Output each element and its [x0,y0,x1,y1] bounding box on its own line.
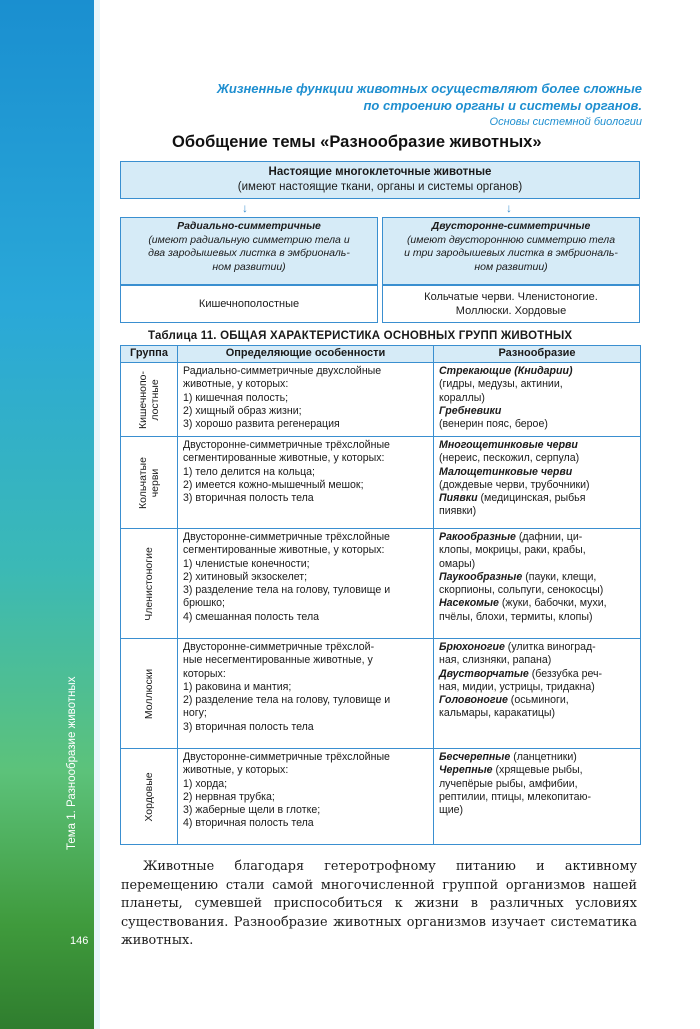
taxon-name: Паукообразные [439,570,523,583]
taxon-examples: (ланцетники) [510,751,577,763]
feature-line: сегментированные животные, у которых: [183,452,385,465]
taxon-examples: (гидры, медузы, актинии, [439,378,563,391]
taxon-examples: омары) [439,557,476,570]
taxon-name: Головоногие [439,694,508,707]
taxon-name: Многощетинковые черви [439,439,578,451]
taxon-name: Гребневики [439,404,502,417]
taxon-name: Черепные [439,764,493,777]
table-row [121,437,641,529]
diversity-line [439,681,637,694]
feature-line: 2) разделение тела на голову, туловище и [183,694,391,707]
taxon-examples: ная, мидии, устрицы, тридакна) [439,680,595,693]
group-name [137,370,161,428]
group-name-line: черви [149,468,161,497]
feature-line: 4) вторичная полость тела [183,817,314,830]
characteristics-table [120,345,641,845]
diversity-line [439,571,637,584]
feature-line: 3) вторичная полость тела [183,492,314,505]
taxon-examples: лучепёрые рыбы, амфибии, [439,777,578,790]
scheme-right-groups-l2: Моллюски. Хордовые [455,305,567,317]
sidebar-stripe [94,0,100,1029]
diversity-line [439,378,637,391]
scheme-left-line: ном развитии) [212,260,286,273]
taxon-name: Бесчерепные [439,751,511,763]
diversity-line [439,505,637,518]
diversity-line [439,778,637,791]
diversity-line [439,392,637,405]
feature-line: ногу; [183,707,207,720]
diversity-line [439,804,637,817]
diversity-line [439,544,637,557]
group-cell [121,529,178,639]
feature-line: Двусторонне-симметричные трёхслой- [183,641,375,653]
group-name [143,668,155,718]
taxon-examples: щие) [439,804,464,817]
feature-line: 1) кишечная полость; [183,391,289,404]
feature-line: Двусторонне-симметричные трёхслойные [183,439,390,451]
scheme-right-line: ном развитии) [474,260,548,273]
scheme-top-box [120,161,640,199]
taxon-examples: (венерин пояс, берое) [439,418,548,431]
scheme-arrow-right: ↓ [506,201,512,215]
diversity-line [439,611,637,624]
taxon-examples: (пауки, клещи, [522,570,597,583]
scheme-top-bold: Настоящие многоклеточные животные [268,166,492,178]
taxon-examples: (нереис, пескожил, серпула) [439,452,580,465]
epigraph-line-1: Жизненные функции животных осуществляют более сложные [216,81,642,96]
group-name-line: Хордовые [143,771,155,822]
scheme-right-title: Двусторонне-симметричные [431,220,591,232]
group-name-line: Кольчатые [137,456,149,509]
taxon-examples: (дафнии, ци- [515,531,583,543]
scheme-left-groups [120,285,378,323]
scheme-left-line: (имеют радиальную симметрию тела и [148,233,350,246]
epigraph-source: Основы системной биологии [489,116,642,128]
taxon-examples: ная, слизняки, рапана) [439,654,552,667]
diversity-line [439,597,637,610]
diversity-line [439,479,637,492]
body-paragraph: Животные благодаря гетеротрофному питанию и активному перемещению стали самой многочисленной группой организмов нашей планеты, сумевшей приспособиться к жизни в различных условиях существования. Разнообразие животных организмов изучает систематика животных. [121,859,637,948]
taxon-examples: скорпионы, сольпуги, сенокосцы) [439,584,604,597]
scheme-left-title: Радиально-симметричные [177,220,321,232]
scheme-right-line: и три зародышевых листка в эмбриональ- [404,247,618,259]
section-title: Обобщение темы «Разнообразие животных» [172,133,542,151]
features-cell [178,749,434,845]
taxon-examples: кальмары, каракатицы) [439,707,556,720]
epigraph [162,80,642,114]
feature-line: 1) тело делится на кольца; [183,465,316,478]
taxon-examples: клопы, мокрицы, раки, крабы, [439,544,586,557]
diversity-line [439,418,637,431]
taxon-name: Насекомые [439,597,499,610]
feature-line: Радиально-симметричные двухслойные [183,365,382,377]
diversity-line [439,365,637,378]
taxon-examples: (медицинская, рыбья [477,492,586,505]
diversity-line [439,492,637,505]
taxon-name: Ракообразные [439,531,516,543]
diversity-line [439,405,637,418]
taxon-examples: кораллы) [439,391,485,404]
diversity-line [439,751,637,764]
table-caption: Таблица 11. ОБЩАЯ ХАРАКТЕРИСТИКА ОСНОВНЫХ ГРУПП ЖИВОТНЫХ [148,330,573,342]
diversity-line [439,791,637,804]
diversity-cell [434,437,641,529]
feature-line: 2) нервная трубка; [183,790,275,803]
diversity-line [439,641,637,654]
taxon-examples: (осьминоги, [507,694,569,707]
table-row [121,363,641,437]
taxon-examples: (беззубка реч- [528,667,603,680]
taxon-examples: рептилии, птицы, млекопитаю- [439,790,592,803]
taxon-name: Малощетинковые черви [439,465,573,478]
diversity-line [439,694,637,707]
scheme-left-box [120,217,378,285]
diversity-cell [434,363,641,437]
group-cell [121,749,178,845]
taxon-examples: (хрящевые рыбы, [492,764,583,777]
feature-line: которых: [183,667,226,680]
diversity-cell [434,529,641,639]
taxon-name: Пиявки [439,492,478,505]
scheme-top-note: (имеют настоящие ткани, органы и системы органов) [237,181,523,193]
features-cell [178,437,434,529]
diversity-line [439,452,637,465]
feature-line: 4) смешанная полость тела [183,610,320,623]
scheme-left-groups-text: Кишечнополостные [198,298,300,310]
sidebar-decoration [0,0,100,1029]
features-cell [178,639,434,749]
feature-line: ные несегментированные животные, у [183,654,373,667]
features-cell [178,529,434,639]
feature-line: животные, у которых: [183,764,289,777]
diversity-line [439,764,637,777]
group-name-line: Кишечнопо- [137,370,149,429]
scheme-arrow-left: ↓ [242,201,248,215]
taxon-examples: (жуки, бабочки, мухи, [498,597,607,610]
taxon-examples: (дождевые черви, трубочники) [439,478,590,491]
feature-line: 3) хорошо развита регенерация [183,418,340,431]
group-name-line: Членистоногие [143,546,155,621]
group-name [143,772,155,821]
header-group: Группа [121,346,178,363]
scheme-left-line: два зародышевых листка в эмбриональ- [148,247,350,259]
scheme-right-line: (имеют двустороннюю симметрию тела [406,233,616,246]
taxon-examples: пиявки) [439,505,477,518]
group-cell [121,639,178,749]
feature-line: 2) хитиновый экзоскелет; [183,570,308,583]
feature-line: Двусторонне-симметричные трёхслойные [183,531,390,543]
feature-line: 3) вторичная полость тела [183,720,314,733]
taxon-name: Двустворчатые [439,667,529,680]
diversity-line [439,668,637,681]
epigraph-line-2: по строению органы и системы органов. [363,98,642,113]
group-name-line: Моллюски [143,668,155,719]
feature-line: Двусторонне-симметричные трёхслойные [183,751,390,763]
group-name [143,547,155,621]
group-cell [121,437,178,529]
scheme-right-box [382,217,640,285]
table-row [121,639,641,749]
taxon-name: Стрекающие (Книдарии) [439,365,573,377]
feature-line: 3) разделение тела на голову, туловище и [183,584,391,597]
diversity-line [439,439,637,452]
page-number: 146 [70,935,89,947]
header-diversity: Разнообразие [434,346,641,363]
group-name [137,457,161,509]
group-cell [121,363,178,437]
taxon-name: Брюхоногие [439,641,505,653]
diversity-line [439,584,637,597]
scheme-right-groups [382,285,640,323]
group-name-line: лостные [149,378,161,421]
feature-line: животные, у которых: [183,378,289,391]
diversity-line [439,654,637,667]
diversity-line [439,466,637,479]
taxon-examples: (улитка виноград- [504,641,596,653]
table-row [121,529,641,639]
scheme-right-groups-l1: Кольчатые черви. Членистоногие. [424,291,598,303]
table-header-row [121,346,641,363]
feature-line: 3) жаберные щели в глотке; [183,804,321,817]
feature-line: 1) хорда; [183,777,228,790]
feature-line: сегментированные животные, у которых: [183,544,385,557]
feature-line: 1) членистые конечности; [183,557,310,570]
diversity-cell [434,749,641,845]
header-features: Определяющие особенности [178,346,434,363]
chapter-title: Тема 1. Разнообразие животных [66,676,78,850]
feature-line: 2) хищный образ жизни; [183,404,302,417]
features-cell [178,363,434,437]
diversity-line [439,531,637,544]
feature-line: брюшко; [183,597,225,610]
diversity-line [439,707,637,720]
feature-line: 1) раковина и мантия; [183,680,292,693]
diversity-line [439,558,637,571]
diversity-cell [434,639,641,749]
feature-line: 2) имеется кожно-мышечный мешок; [183,478,364,491]
taxon-examples: пчёлы, блохи, термиты, клопы) [439,610,593,623]
table-row [121,749,641,845]
